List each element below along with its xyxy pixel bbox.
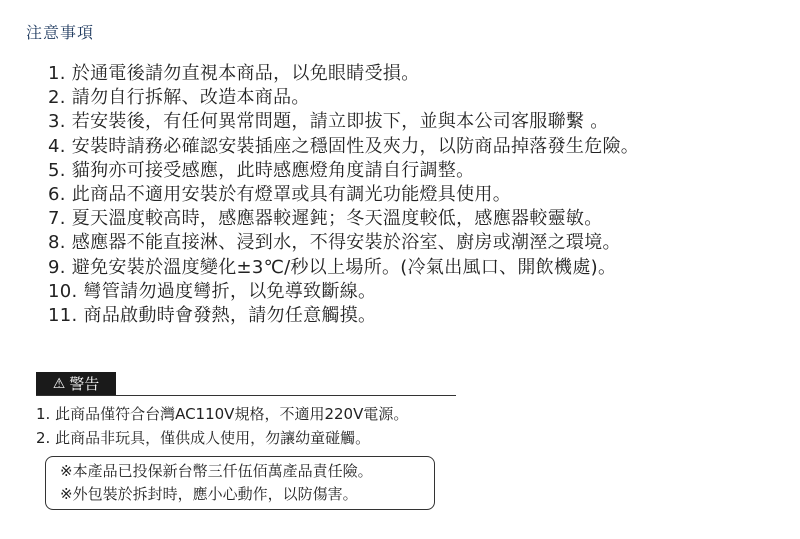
note-item: 4. 安裝時請務必確認安裝插座之穩固性及夾力，以防商品掉落發生危險。 <box>48 135 640 157</box>
note-item: 10. 彎管請勿過度彎折，以免導致斷線。 <box>48 280 377 302</box>
note-item: 3. 若安裝後，有任何異常問題，請立即拔下，並與本公司客服聯繫 。 <box>48 111 609 133</box>
liability-notice-box <box>45 456 435 510</box>
warning-badge <box>36 372 116 395</box>
warning-badge-label: 警告 <box>69 375 100 393</box>
note-item: 11. 商品啟動時會發熱，請勿任意觸摸。 <box>48 304 377 326</box>
warning-list <box>36 402 408 450</box>
note-item: 6. 此商品不適用安裝於有燈罩或具有調光功能燈具使用。 <box>48 183 511 205</box>
note-item: 8. 感應器不能直接淋、浸到水，不得安裝於浴室、廚房或潮溼之環境。 <box>48 232 621 254</box>
warning-triangle-icon: ⚠ <box>52 375 66 392</box>
warning-divider <box>36 395 456 396</box>
liability-line: ※外包裝於拆封時，應小心動作，以防傷害。 <box>60 485 358 503</box>
liability-line: ※本產品已投保新台幣三仟伍佰萬產品責任險。 <box>60 462 373 480</box>
note-item: 5. 貓狗亦可接受感應，此時感應燈角度請自行調整。 <box>48 159 475 181</box>
note-item: 2. 請勿自行拆解、改造本商品。 <box>48 87 310 109</box>
warning-item: 2. 此商品非玩具，僅供成人使用，勿讓幼童碰觸。 <box>36 429 371 447</box>
note-item: 1. 於通電後請勿直視本商品，以免眼睛受損。 <box>48 63 420 84</box>
notes-list <box>48 62 639 328</box>
note-item: 7. 夏天溫度較高時，感應器較遲鈍；冬天溫度較低，感應器較靈敏。 <box>48 208 603 230</box>
notes-title: 注意事項 <box>26 23 95 42</box>
warning-item: 1. 此商品僅符合台灣AC110V規格，不適用220V電源。 <box>36 405 409 423</box>
note-item: 9. 避免安裝於溫度變化±3℃/秒以上場所。(冷氣出風口、開飲機處)。 <box>48 256 617 278</box>
